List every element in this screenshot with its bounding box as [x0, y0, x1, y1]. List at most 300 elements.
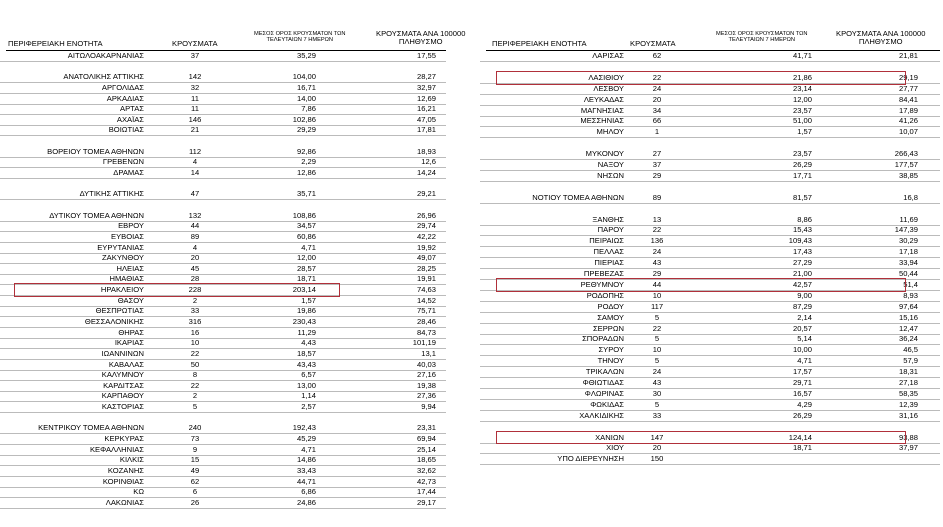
region-name: ΕΒΡΟΥ — [118, 221, 144, 231]
table-row — [480, 51, 940, 61]
region-name: ΑΡΚΑΔΙΑΣ — [106, 93, 144, 103]
per-100k-value: 19,38 — [416, 380, 436, 390]
row-rule — [480, 464, 940, 465]
avg-value: 2,29 — [301, 157, 316, 167]
avg-value: 14,00 — [296, 93, 316, 103]
highlight-box — [496, 278, 906, 292]
avg-value: 60,86 — [296, 231, 316, 241]
avg-value: 33,43 — [296, 465, 316, 475]
avg-value: 81,57 — [792, 192, 812, 202]
region-name: ΤΗΝΟΥ — [597, 356, 624, 366]
avg-value: 1,14 — [301, 391, 316, 401]
per-100k-value: 28,27 — [416, 72, 436, 82]
per-100k-value: 29,17 — [416, 497, 436, 507]
table-row — [0, 328, 446, 338]
table-row — [480, 204, 940, 214]
table-row — [480, 356, 940, 366]
region-name: ΗΛΕΙΑΣ — [116, 263, 144, 273]
table-row — [480, 127, 940, 137]
avg-value: 28,57 — [296, 263, 316, 273]
region-name: ΑΧΑΪΑΣ — [116, 114, 144, 124]
header-region: ΠΕΡΙΦΕΡΕΙΑΚΗ ΕΝΟΤΗΤΑ — [492, 39, 587, 48]
avg-value: 6,57 — [301, 370, 316, 380]
region-name: ΦΛΩΡΙΝΑΣ — [584, 388, 624, 398]
per-100k-value: 18,31 — [898, 367, 918, 377]
avg-value: 92,86 — [296, 146, 316, 156]
header-per-line1: ΚΡΟΥΣΜΑΤΑ ΑΝΑ 100000 — [376, 29, 466, 38]
region-name: ΙΚΑΡΙΑΣ — [114, 338, 144, 348]
cases-value: 9 — [192, 444, 198, 454]
table-row — [0, 306, 446, 316]
per-100k-value: 23,31 — [416, 423, 436, 433]
region-name: ΠΕΛΛΑΣ — [593, 247, 624, 257]
avg-value: 2,14 — [797, 312, 812, 322]
avg-value: 12,86 — [296, 168, 316, 178]
cases-value: 26 — [190, 497, 200, 507]
region-name: ΠΕΙΡΑΙΩΣ — [589, 236, 624, 246]
region-name: ΔΥΤΙΚΗΣ ΑΤΤΙΚΗΣ — [79, 189, 144, 199]
cases-value: 5 — [654, 399, 660, 409]
avg-value: 109,43 — [788, 236, 812, 246]
avg-value: 8,86 — [797, 214, 812, 224]
avg-value: 51,00 — [792, 116, 812, 126]
region-name: ΜΗΛΟΥ — [596, 127, 624, 137]
table-row — [0, 317, 446, 327]
cases-value: 5 — [654, 334, 660, 344]
region-name: ΝΑΞΟΥ — [597, 160, 624, 169]
region-name: ΠΑΡΟΥ — [597, 225, 624, 235]
cases-value: 28 — [190, 274, 200, 284]
avg-value: 2,57 — [301, 402, 316, 412]
table-row — [480, 378, 940, 388]
avg-value: 18,71 — [296, 274, 316, 284]
region-name: ΕΥΒΟΙΑΣ — [111, 231, 144, 241]
table-row — [480, 171, 940, 181]
per-100k-value: 25,14 — [416, 444, 436, 454]
cases-value: 43 — [652, 258, 662, 268]
table-row — [0, 349, 446, 359]
table-row — [0, 211, 446, 221]
table-row — [0, 147, 446, 157]
header-per — [376, 30, 465, 47]
table-row — [480, 215, 940, 225]
table-row — [0, 168, 446, 178]
table-row — [0, 51, 446, 61]
cases-value: 14 — [190, 168, 200, 178]
avg-value: 4,29 — [797, 399, 812, 409]
cases-value: 49 — [190, 465, 200, 475]
per-100k-value: 37,97 — [898, 443, 918, 453]
region-name: ΚΟΖΑΝΗΣ — [107, 465, 144, 475]
avg-value: 7,86 — [301, 104, 316, 114]
table-row — [0, 200, 446, 210]
avg-value: 24,86 — [296, 497, 316, 507]
header-per-line1: ΚΡΟΥΣΜΑΤΑ ΑΝΑ 100000 — [836, 29, 926, 38]
cases-value: 20 — [190, 253, 200, 263]
cases-value: 73 — [190, 434, 200, 444]
region-name: ΝΗΣΩΝ — [597, 170, 624, 180]
table-row — [0, 62, 446, 72]
table-row — [0, 370, 446, 380]
region-name: ΦΘΙΩΤΙΔΑΣ — [582, 378, 624, 387]
table-row — [0, 338, 446, 348]
table-row — [480, 182, 940, 192]
table-row — [480, 411, 940, 421]
table-row — [480, 160, 940, 170]
highlight-box — [496, 71, 906, 85]
per-100k-value: 57,9 — [903, 356, 918, 366]
region-name: ΚΑΡΠΑΘΟΥ — [101, 391, 144, 401]
region-name: ΗΡΑΚΛΕΙΟΥ — [100, 285, 144, 295]
region-name: ΜΑΓΝΗΣΙΑΣ — [580, 105, 624, 115]
cases-value: 22 — [652, 323, 662, 333]
avg-value: 15,43 — [792, 225, 812, 235]
avg-value: 17,57 — [792, 367, 812, 377]
cases-value: 32 — [190, 82, 200, 92]
per-100k-value: 27,18 — [898, 378, 918, 387]
avg-value: 26,29 — [792, 410, 812, 420]
cases-value: 44 — [190, 221, 200, 231]
per-100k-value: 14,52 — [416, 295, 436, 305]
cases-value: 316 — [188, 317, 202, 326]
cases-value: 117 — [650, 301, 664, 311]
header-per-line2: ΠΛΗΘΥΣΜΟ — [398, 37, 443, 47]
per-100k-value: 31,16 — [898, 410, 918, 420]
table-row — [480, 443, 940, 453]
per-100k-value: 29,19 — [898, 72, 918, 82]
per-100k-value: 33,94 — [898, 258, 918, 268]
avg-value: 43,43 — [296, 359, 316, 369]
table-row — [480, 236, 940, 246]
per-100k-value: 42,73 — [416, 476, 436, 486]
table-row — [0, 253, 446, 263]
cases-value: 89 — [190, 231, 200, 241]
per-100k-value: 12,47 — [898, 323, 918, 333]
avg-value: 104,00 — [292, 72, 316, 82]
per-100k-value: 9,94 — [421, 402, 436, 412]
table-row — [480, 345, 940, 355]
region-name: ΘΕΣΠΡΩΤΙΑΣ — [95, 306, 144, 316]
cases-value: 5 — [192, 402, 198, 412]
region-name: ΣΕΡΡΩΝ — [592, 323, 624, 333]
avg-value: 23,57 — [792, 105, 812, 115]
row-rule — [0, 508, 446, 509]
cases-value: 37 — [652, 160, 662, 169]
table-row — [0, 402, 446, 412]
per-100k-value: 17,81 — [416, 125, 436, 135]
region-name: ΠΡΕΒΕΖΑΣ — [583, 269, 624, 278]
per-100k-value: 41,26 — [898, 116, 918, 126]
table-row — [480, 400, 940, 410]
table-row — [480, 193, 940, 203]
avg-value: 19,86 — [296, 306, 316, 316]
table-row — [480, 454, 940, 464]
header-per-line2: ΠΛΗΘΥΣΜΟ — [858, 37, 903, 47]
table-row — [480, 247, 940, 257]
region-name: ΚΕΡΚΥΡΑΣ — [104, 434, 144, 444]
table-row — [480, 334, 940, 344]
cases-value: 5 — [654, 356, 660, 366]
per-100k-value: 47,05 — [416, 114, 436, 124]
per-100k-value: 50,44 — [898, 269, 918, 278]
per-100k-value: 18,65 — [416, 455, 436, 465]
header-avg-line2: ΤΕΛΕΥΤΑΙΩΝ 7 ΗΜΕΡΩΝ — [266, 37, 334, 44]
region-name: ΧΑΛΚΙΔΙΚΗΣ — [579, 410, 624, 420]
avg-value: 5,14 — [797, 334, 812, 344]
table-row — [480, 116, 940, 126]
avg-value: 4,71 — [797, 356, 812, 366]
per-100k-value: 69,94 — [416, 434, 436, 444]
region-name: ΗΜΑΘΙΑΣ — [109, 274, 144, 284]
table-row — [0, 83, 446, 93]
per-100k-value: 177,57 — [894, 160, 918, 169]
per-100k-value: 51,4 — [903, 279, 918, 289]
table-row — [0, 264, 446, 274]
per-100k-value: 28,46 — [416, 317, 436, 326]
region-name: ΚΕΝΤΡΙΚΟΥ ΤΟΜΕΑ ΑΘΗΝΩΝ — [38, 423, 144, 433]
region-name: ΠΙΕΡΙΑΣ — [594, 258, 624, 268]
avg-value: 45,29 — [296, 434, 316, 444]
region-name: ΘΗΡΑΣ — [118, 327, 144, 337]
cases-value: 27 — [652, 149, 662, 159]
per-100k-value: 13,1 — [421, 348, 436, 358]
per-100k-value: 75,71 — [416, 306, 436, 316]
region-name: ΡΟΔΟΥ — [597, 301, 624, 311]
per-100k-value: 8,93 — [903, 290, 918, 300]
table-row — [0, 455, 446, 465]
avg-value: 27,29 — [792, 258, 812, 268]
region-name: ΑΡΤΑΣ — [120, 104, 144, 114]
per-100k-value: 12,39 — [898, 399, 918, 409]
per-100k-value: 12,6 — [421, 157, 436, 167]
region-name: ΑΡΓΟΛΙΔΑΣ — [101, 82, 144, 92]
table-row — [480, 313, 940, 323]
per-100k-value: 49,07 — [416, 253, 436, 263]
region-name: ΚΩ — [133, 487, 144, 497]
table-row — [480, 225, 940, 235]
cases-value: 24 — [652, 83, 662, 93]
cases-value: 29 — [652, 170, 662, 180]
avg-value: 17,71 — [792, 170, 812, 180]
cases-value: 89 — [652, 192, 662, 202]
region-name: ΘΕΣΣΑΛΟΝΙΚΗΣ — [84, 317, 144, 326]
avg-value: 108,86 — [292, 210, 316, 220]
per-100k-value: 17,18 — [898, 247, 918, 257]
region-name: ΙΩΑΝΝΙΝΩΝ — [101, 348, 144, 358]
table-row — [0, 125, 446, 135]
per-100k-value: 15,16 — [898, 312, 918, 322]
per-100k-value: 11,69 — [899, 214, 918, 224]
region-name: ΓΡΕΒΕΝΩΝ — [102, 157, 144, 167]
header-cases: ΚΡΟΥΣΜΑΤΑ — [172, 39, 218, 48]
table-row — [0, 72, 446, 82]
per-100k-value: 17,89 — [898, 105, 918, 115]
table-row — [480, 291, 940, 301]
table-row — [0, 157, 446, 167]
region-name: ΖΑΚΥΝΘΟΥ — [102, 253, 144, 263]
region-name: ΛΑΚΩΝΙΑΣ — [105, 497, 144, 507]
region-name: ΛΕΣΒΟΥ — [593, 83, 624, 93]
table-row — [0, 466, 446, 476]
per-100k-value: 101,19 — [412, 338, 436, 348]
cases-value: 43 — [652, 378, 662, 387]
region-name: ΚΑΡΔΙΤΣΑΣ — [103, 380, 144, 390]
header-avg — [254, 31, 346, 44]
right-table — [480, 0, 943, 527]
avg-value: 1,57 — [797, 127, 812, 137]
region-name: ΣΠΟΡΑΔΩΝ — [582, 334, 624, 344]
per-100k-value: 46,5 — [903, 345, 918, 355]
per-100k-value: 84,41 — [898, 94, 918, 104]
per-100k-value: 38,85 — [898, 170, 918, 180]
region-name: ΑΙΤΩΛΟΑΚΑΡΝΑΝΙΑΣ — [67, 51, 144, 60]
region-name: ΤΡΙΚΑΛΩΝ — [585, 367, 624, 377]
cases-value: 66 — [652, 116, 662, 126]
per-100k-value: 147,39 — [894, 225, 918, 235]
avg-value: 17,43 — [792, 247, 812, 257]
region-name: ΧΙΟΥ — [606, 443, 624, 453]
table-row — [0, 498, 446, 508]
avg-value: 10,00 — [792, 345, 812, 355]
table-row — [0, 221, 446, 231]
cases-value: 4 — [192, 157, 198, 167]
region-name: ΧΑΝΙΩΝ — [595, 432, 624, 442]
avg-value: 16,57 — [792, 388, 812, 398]
cases-value: 11 — [191, 104, 199, 114]
region-name: ΒΟΙΩΤΙΑΣ — [108, 125, 144, 135]
table-row — [0, 296, 446, 306]
table-row — [480, 149, 940, 159]
per-100k-value: 29,74 — [416, 221, 436, 231]
region-name: ΚΑΒΑΛΑΣ — [108, 359, 144, 369]
cases-value: 16 — [190, 327, 200, 337]
table-row — [480, 106, 940, 116]
avg-value: 1,57 — [301, 295, 316, 305]
per-100k-value: 40,03 — [416, 359, 436, 369]
header-region: ΠΕΡΙΦΕΡΕΙΑΚΗ ΕΝΟΤΗΤΑ — [8, 39, 103, 48]
region-name: ΘΑΣΟΥ — [117, 295, 144, 305]
region-name: ΜΥΚΟΝΟΥ — [585, 149, 624, 159]
region-name: ΞΑΝΘΗΣ — [592, 214, 624, 224]
avg-value: 6,86 — [301, 487, 316, 497]
avg-value: 9,00 — [797, 290, 812, 300]
header-avg-line1: ΜΕΣΟΣ ΟΡΟΣ ΚΡΟΥΣΜΑΤΩΝ ΤΩΝ — [254, 31, 346, 37]
table-row — [480, 138, 940, 148]
cases-value: 33 — [652, 410, 662, 420]
per-100k-value: 97,64 — [898, 301, 918, 311]
avg-value: 44,71 — [296, 476, 316, 486]
cases-value: 33 — [190, 306, 200, 316]
avg-value: 26,29 — [792, 160, 812, 169]
per-100k-value: 74,63 — [416, 285, 436, 295]
table-row — [0, 445, 446, 455]
cases-value: 112 — [188, 146, 202, 156]
region-name: ΚΑΛΥΜΝΟΥ — [101, 370, 144, 380]
avg-value: 23,14 — [792, 83, 812, 93]
cases-value: 147 — [650, 432, 664, 442]
cases-value: 62 — [652, 51, 662, 60]
avg-value: 29,71 — [792, 378, 812, 387]
avg-value: 11,29 — [297, 327, 316, 337]
region-name: ΕΥΡΥΤΑΝΙΑΣ — [97, 242, 144, 252]
per-100k-value: 27,77 — [898, 83, 918, 93]
table-row — [480, 84, 940, 94]
cases-value: 11 — [191, 93, 199, 103]
per-100k-value: 28,25 — [416, 263, 436, 273]
cases-value: 228 — [188, 285, 202, 295]
cases-value: 45 — [190, 263, 200, 273]
table-row — [0, 487, 446, 497]
cases-value: 34 — [652, 105, 662, 115]
cases-value: 47 — [190, 189, 200, 199]
region-name: ΚΟΡΙΝΘΙΑΣ — [102, 476, 144, 486]
avg-value: 18,71 — [792, 443, 812, 453]
avg-value: 102,86 — [292, 114, 316, 124]
avg-value: 4,71 — [301, 444, 316, 454]
table-row — [480, 389, 940, 399]
per-100k-value: 19,91 — [416, 274, 436, 284]
avg-value: 21,86 — [792, 72, 812, 82]
per-100k-value: 32,62 — [416, 465, 436, 475]
cases-value: 22 — [652, 72, 662, 82]
region-name: ΛΑΡΙΣΑΣ — [592, 51, 624, 60]
region-name: ΚΕΦΑΛΛΗΝΙΑΣ — [89, 444, 144, 454]
avg-value: 42,57 — [792, 279, 812, 289]
avg-value: 34,57 — [296, 221, 316, 231]
avg-value: 124,14 — [788, 432, 812, 442]
per-100k-value: 27,16 — [416, 370, 436, 380]
avg-value: 35,29 — [296, 51, 316, 60]
per-100k-value: 19,92 — [416, 242, 436, 252]
cases-value: 10 — [652, 345, 662, 355]
region-name: ΣΑΜΟΥ — [597, 312, 624, 322]
header-per — [836, 30, 925, 47]
cases-value: 8 — [192, 370, 198, 380]
region-name: ΡΟΔΟΠΗΣ — [586, 290, 624, 300]
region-name: ΣΥΡΟΥ — [598, 345, 624, 355]
cases-value: 4 — [192, 242, 198, 252]
avg-value: 203,14 — [292, 285, 316, 295]
avg-value: 21,00 — [792, 269, 812, 278]
per-100k-value: 58,35 — [898, 388, 918, 398]
region-name: ΒΟΡΕΙΟΥ ΤΟΜΕΑ ΑΘΗΝΩΝ — [47, 146, 144, 156]
cases-value: 136 — [650, 236, 664, 246]
cases-value: 29 — [652, 269, 662, 278]
table-row — [480, 95, 940, 105]
avg-value: 4,71 — [301, 242, 316, 252]
region-name: ΑΝΑΤΟΛΙΚΗΣ ΑΤΤΙΚΗΣ — [63, 72, 144, 82]
per-100k-value: 12,69 — [416, 93, 436, 103]
cases-value: 37 — [190, 51, 200, 60]
table-row — [480, 324, 940, 334]
table-row — [0, 423, 446, 433]
cases-value: 10 — [652, 290, 662, 300]
left-table — [0, 0, 466, 527]
region-name: ΛΑΣΙΘΙΟΥ — [588, 72, 624, 82]
cases-value: 150 — [650, 454, 664, 464]
cases-value: 2 — [192, 391, 198, 401]
region-name: ΦΩΚΙΔΑΣ — [590, 399, 624, 409]
cases-value: 6 — [192, 487, 198, 497]
table-row — [0, 136, 446, 146]
table-row — [0, 243, 446, 253]
region-name: ΝΟΤΙΟΥ ΤΟΜΕΑ ΑΘΗΝΩΝ — [532, 192, 624, 202]
region-name: ΚΑΣΤΟΡΙΑΣ — [101, 402, 144, 412]
cases-value: 240 — [188, 423, 202, 433]
cases-value: 15 — [190, 455, 200, 465]
per-100k-value: 84,73 — [416, 327, 436, 337]
highlight-box — [496, 431, 906, 445]
